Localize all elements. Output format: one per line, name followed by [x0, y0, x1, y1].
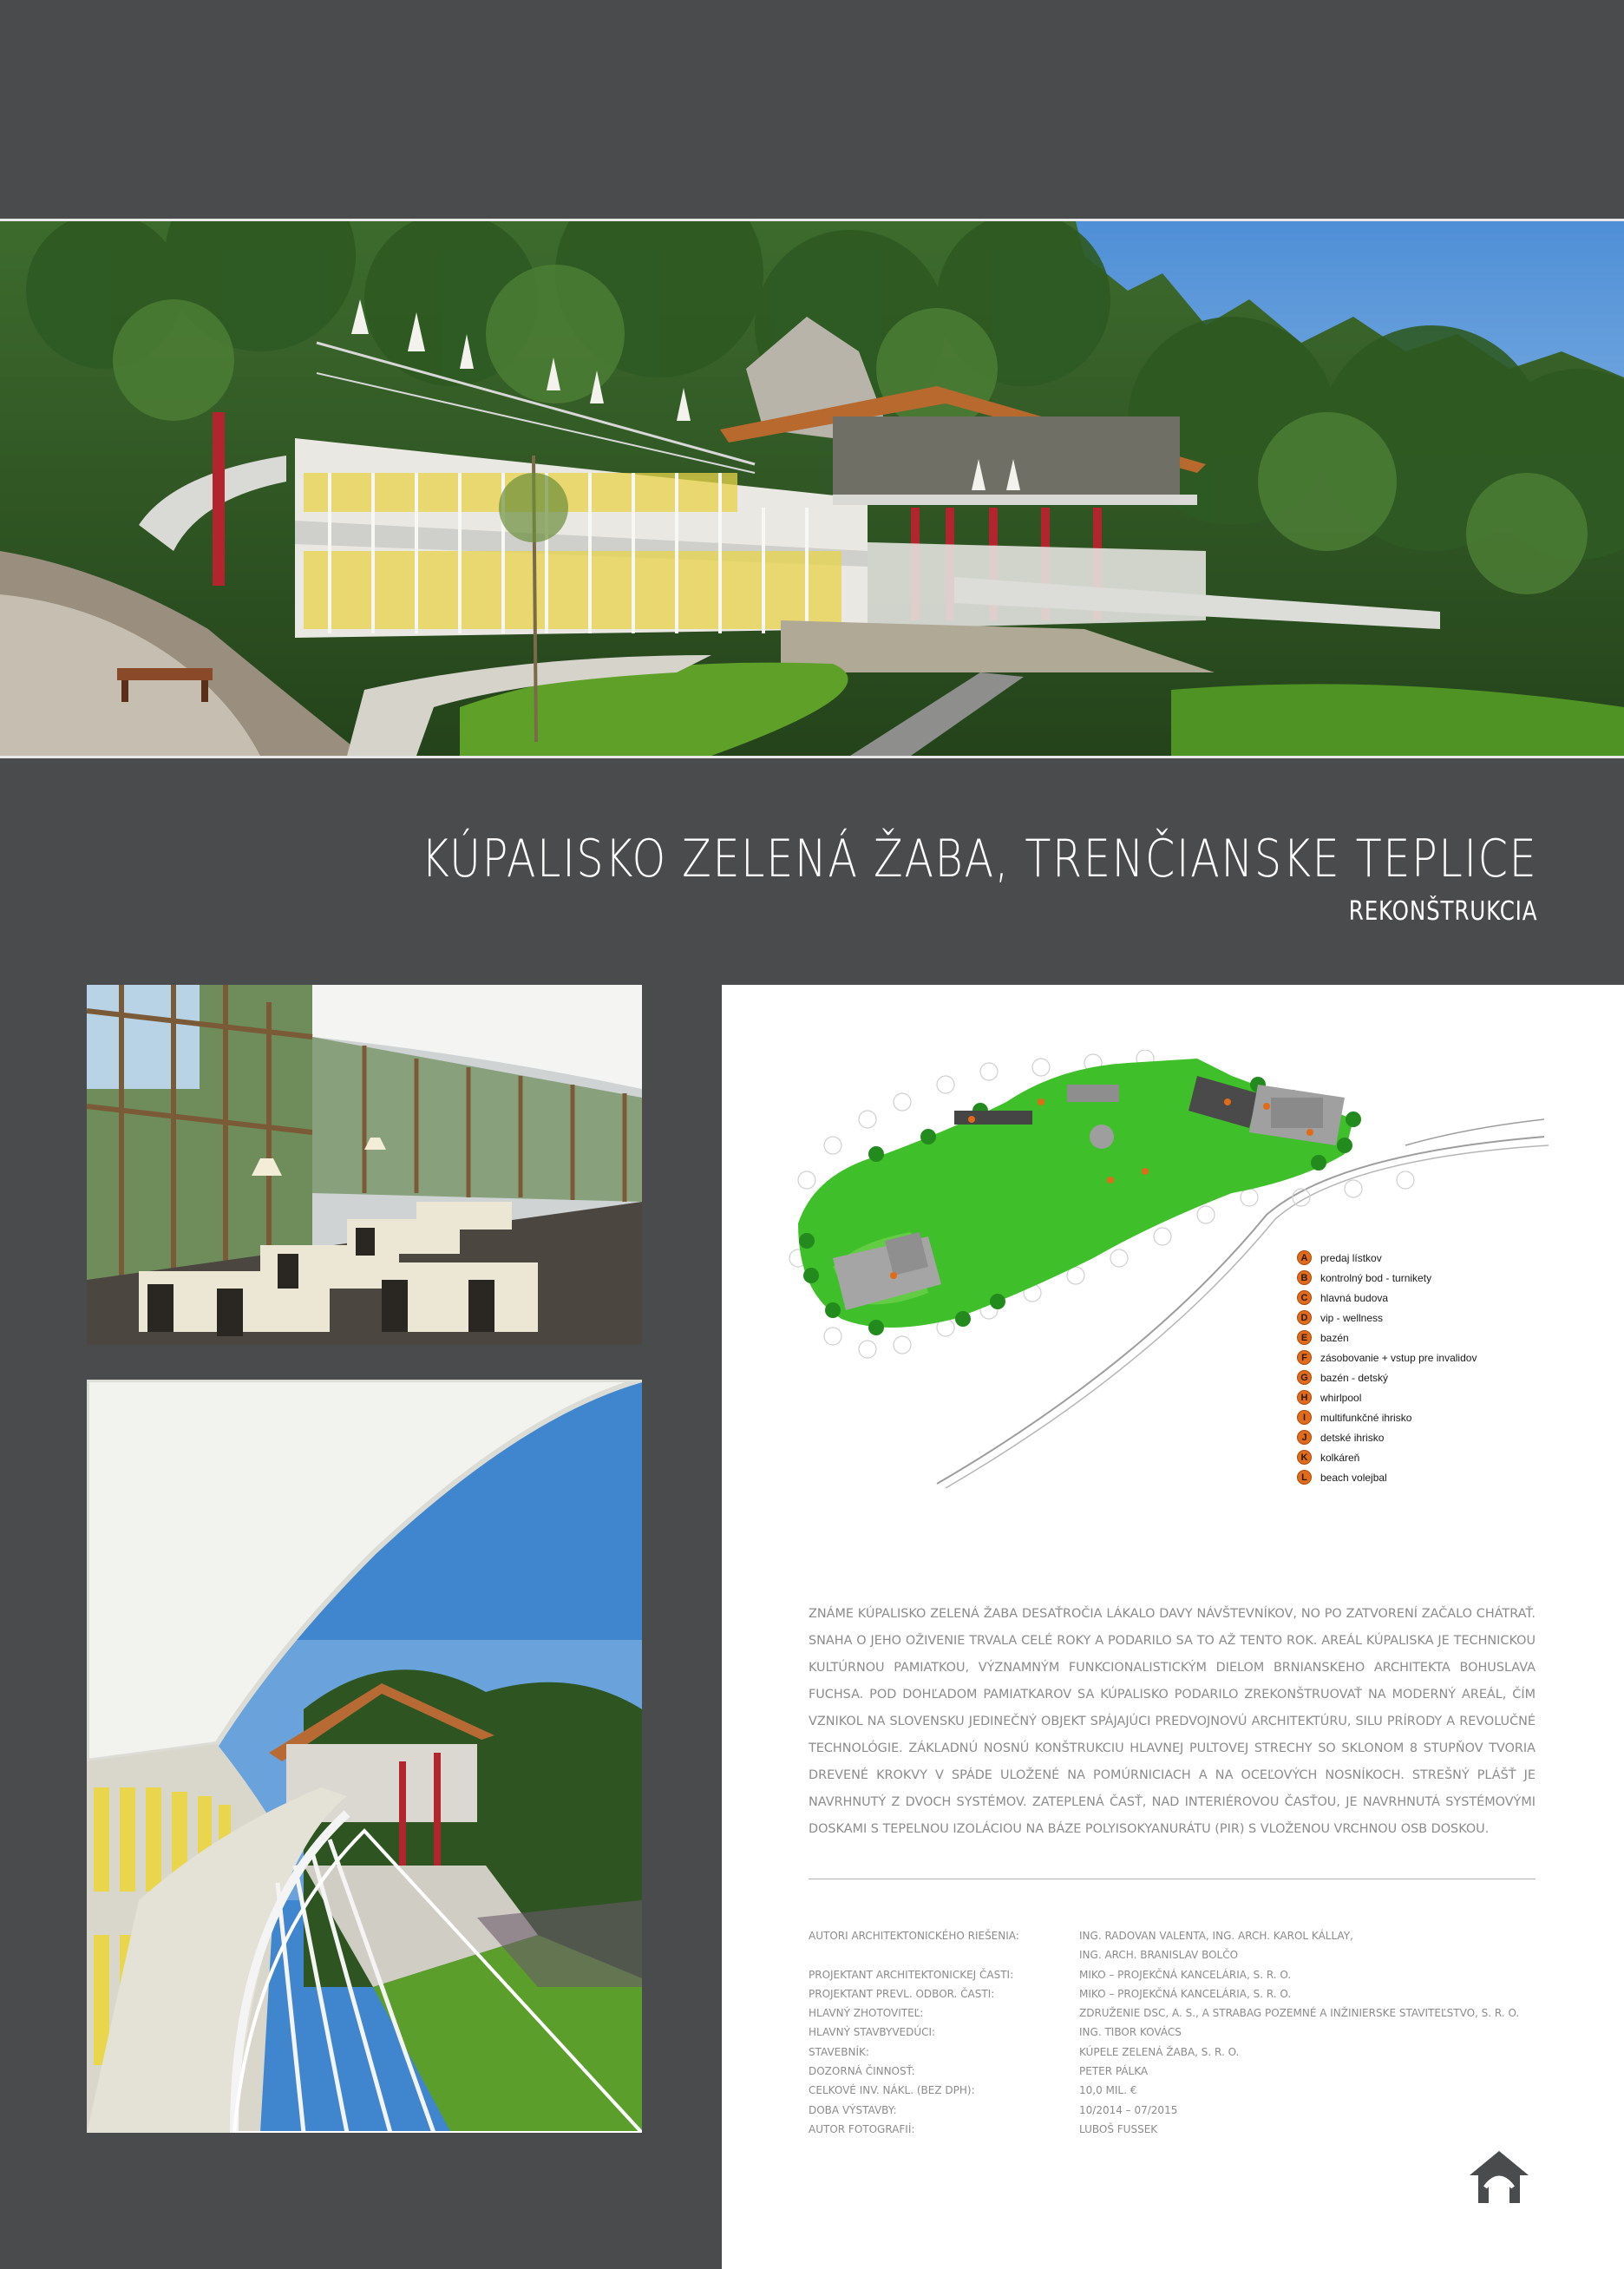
legend-item — [1297, 1467, 1477, 1487]
legend-label: beach volejbal — [1320, 1471, 1387, 1484]
credit-row — [809, 2081, 1565, 2100]
publisher-logo-mark — [1466, 2149, 1532, 2207]
credit-value: PETER PÁLKA — [1079, 2065, 1149, 2078]
restaurant-interior-photo — [87, 985, 642, 1345]
credit-row — [809, 1926, 1565, 1945]
legend-label: detské ihrisko — [1320, 1431, 1385, 1444]
legend-badge: K — [1297, 1450, 1312, 1465]
legend-badge: A — [1297, 1250, 1312, 1265]
legend-label: kolkáreň — [1320, 1451, 1360, 1464]
credit-row — [809, 2120, 1565, 2139]
page-subtitle: REKONŠTRUKCIA — [1348, 896, 1537, 927]
legend-badge: G — [1297, 1370, 1312, 1385]
credit-value: LUBOŠ FUSSEK — [1079, 2122, 1158, 2135]
legend-item — [1297, 1288, 1477, 1308]
credit-value: MIKO – PROJEKČNÁ KANCELÁRIA, S. R. O. — [1079, 1987, 1292, 2000]
legend-label: zásobovanie + vstup pre invalidov — [1320, 1351, 1477, 1364]
legend-badge: E — [1297, 1330, 1312, 1345]
credit-key: AUTOR FOTOGRAFIÍ: — [809, 2122, 915, 2135]
credit-value: ING. RADOVAN VALENTA, ING. ARCH. KAROL KÁLLAY, — [1079, 1930, 1353, 1942]
credit-key: DOZORNÁ ČINNOSŤ: — [809, 2065, 915, 2078]
legend-item — [1297, 1268, 1477, 1288]
balcony-illustration — [87, 1380, 642, 2133]
legend-badge: L — [1297, 1470, 1312, 1485]
legend-label: hlavná budova — [1320, 1291, 1389, 1304]
credit-value: ING. TIBOR KOVÁCS — [1079, 2026, 1182, 2039]
legend-label: bazén - detský — [1320, 1371, 1389, 1384]
legend-label: whirlpool — [1320, 1391, 1362, 1404]
legend-item — [1297, 1348, 1477, 1367]
page-title: KÚPALISKO ZELENÁ ŽABA, TRENČIANSKE TEPLICE — [421, 829, 1537, 889]
legend-item — [1297, 1367, 1477, 1387]
hero-photo-illustration — [0, 221, 1624, 756]
legend-item — [1297, 1427, 1477, 1447]
legend-label: kontrolný bod - turnikety — [1320, 1271, 1432, 1284]
credit-row — [809, 2023, 1565, 2042]
legend-item — [1297, 1328, 1477, 1348]
legend-label: vip - wellness — [1320, 1311, 1384, 1324]
credit-key: DOBA VÝSTAVBY: — [809, 2103, 897, 2116]
publisher-logo — [1466, 2149, 1532, 2207]
credit-value: MIKO – PROJEKČNÁ KANCELÁRIA, S. R. O. — [1079, 1968, 1292, 1981]
restaurant-interior-illustration — [87, 985, 642, 1345]
legend-item — [1297, 1308, 1477, 1328]
credit-key: AUTORI ARCHITEKTONICKÉHO RIEŠENIA: — [809, 1930, 1019, 1942]
credit-value: 10,0 MIL. € — [1079, 2084, 1137, 2097]
legend-badge: J — [1297, 1430, 1312, 1445]
credit-key: HLAVNÝ STAVBYVEDÚCI: — [809, 2026, 936, 2039]
credit-row — [809, 2003, 1565, 2023]
credit-row — [809, 2101, 1565, 2120]
credit-key: CELKOVÉ INV. NÁKL. (BEZ DPH): — [809, 2084, 975, 2097]
legend-item — [1297, 1248, 1477, 1268]
legend-badge: H — [1297, 1390, 1312, 1405]
legend-item — [1297, 1407, 1477, 1427]
legend-badge: B — [1297, 1270, 1312, 1285]
legend-label: predaj lístkov — [1320, 1251, 1382, 1264]
project-description: ZNÁME KÚPALISKO ZELENÁ ŽABA DESAŤROČIA LÁKALO DAVY NÁVŠTEVNÍKOV, NO PO ZATVORENÍ ZAČALO CHÁTRAŤ. SNAHA O JEHO OŽIVENIE TRVALA CELÉ ROKY A PODARILO SA TO AŽ TENTO ROK. AREÁL KÚPALISKA JE TECHNICKOU KULTÚRNOU PAMIATKOU, VÝZNAMNÝM FUNKCIONALISTICKÝM DIELOM BRNIANSKEHO ARCHITEKTA BOHUSLAVA FUCHSA. POD DOHĽADOM PAMIATKAROV SA KÚPALISKO PODARILO ZREKONŠTRUOVAŤ NA MODERNÝ AREÁL, ČÍM VZNIKOL NA SLOVENSKU JEDINEČNÝ OBJEKT SPÁJAJÚCI PREDVOJNOVÚ ARCHITEKTÚRU, SILU PRÍRODY A REVOLUČNÉ TECHNOLÓGIE. ZÁKLADNÚ NOSNÚ KONŠTRUKCIU HLAVNEJ PULTOVEJ STRECHY SO SKLONOM 8 STUPŇOV TVORIA DREVENÉ KROKVY V SPÁDE ULOŽENÉ NA POMÚRNICIACH A NA OCEĽOVÝCH NOSNÍKOCH. STREŠNÝ PLÁŠŤ JE NAVRHNUTÝ Z DVOCH SYSTÉMOV. ZATEPLENÁ ČASŤ, NAD INTERIÉROVOU ČASŤOU, JE NAVRHNUTÁ SYSTÉMOVÝMI DOSKAMI S TEPELNOU IZOLÁCIOU NA BÁZE POLYISOKYANURÁTU (PIR) S VLOŽENOU VRCHNOU OSB DOSKOU. — [809, 1607, 1536, 1836]
credit-value: ZDRUŽENIE DSC, A. S., A STRABAG POZEMNÉ A INŽINIERSKE STAVITEĽSTVO, S. R. O. — [1079, 2007, 1520, 2020]
credit-key — [809, 1945, 1079, 1964]
credit-row — [809, 2062, 1565, 2081]
credit-row — [809, 1965, 1565, 1984]
credit-value: 10/2014 – 07/2015 — [1079, 2103, 1178, 2116]
balcony-photo — [87, 1380, 642, 2133]
legend-label: bazén — [1320, 1331, 1349, 1344]
credit-value: KÚPELE ZELENÁ ŽABA, S. R. O. — [1079, 2045, 1240, 2058]
credit-row — [809, 2043, 1565, 2062]
project-credits — [809, 1926, 1565, 2139]
credit-key: STAVEBNÍK: — [809, 2045, 869, 2058]
hero-photo — [0, 219, 1624, 758]
legend-badge: D — [1297, 1310, 1312, 1325]
credit-row — [809, 1984, 1565, 2003]
legend-badge: I — [1297, 1410, 1312, 1425]
map-legend — [1297, 1248, 1477, 1487]
legend-label: multifunkčné ihrisko — [1320, 1411, 1412, 1424]
legend-badge: F — [1297, 1350, 1312, 1365]
legend-badge: C — [1297, 1290, 1312, 1305]
legend-item — [1297, 1387, 1477, 1407]
credit-row — [809, 1945, 1565, 1964]
credit-key: PROJEKTANT ARCHITEKTONICKEJ ČASTI: — [809, 1968, 1014, 1981]
credit-key: HLAVNÝ ZHOTOVITEĽ: — [809, 2007, 924, 2020]
credit-key: PROJEKTANT PREVL. ODBOR. ČASTI: — [809, 1987, 995, 2000]
credit-value: ING. ARCH. BRANISLAV BOLČO — [1079, 1949, 1239, 1962]
legend-item — [1297, 1447, 1477, 1467]
